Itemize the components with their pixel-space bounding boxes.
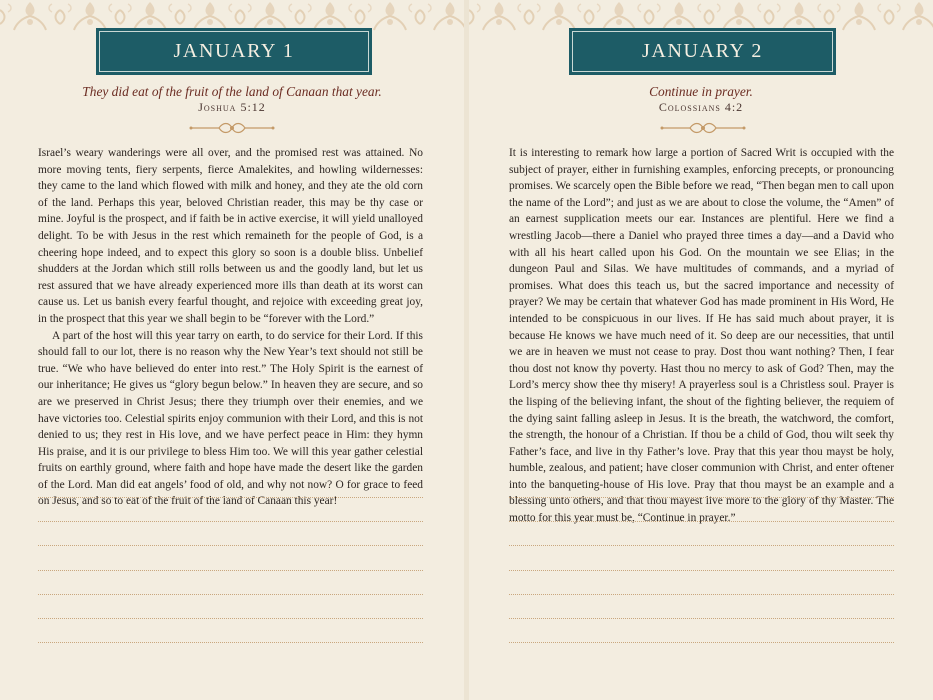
note-line xyxy=(38,497,423,498)
paragraph: Israel’s weary wanderings were all over, and the promised rest was attained. No more moving tents, fiery serpents, fierce Amalekites, and howling wildernesses: they came to the land which flowed with milk and honey, and they ate the old corn of the land. Perhaps this year, beloved Christian reader, this may be thy case or mine. Joyful is the prospect, and if faith be in active exercise, it will yield unalloyed delight. To be with Jesus in the rest which remaineth for the people of God, is a cheering hope indeed, and to expect this glory so soon is a double bliss. Unbelief shudders at the Jordan which still rolls between us and the goodly land, but let us rest assured that we have already experienced more ills than death at its worst can cause us. Let us banish every fearful thought, and rejoice with exceeding great joy, in the prospect that this year we shall begin to be “forever with the Lord.” xyxy=(38,147,423,325)
flourish-ornament-icon xyxy=(658,119,748,137)
note-line xyxy=(509,545,894,546)
note-line xyxy=(509,521,894,522)
devotional-text xyxy=(38,145,423,510)
note-line xyxy=(38,642,423,643)
scripture-reference: Joshua 5:12 xyxy=(198,100,266,114)
note-line xyxy=(38,545,423,546)
paragraph: A part of the host will this year tarry on earth, to do service for their Lord. If this should fall to our lot, there is no reason why the New Year’s text should not still be true. “We who have believed do enter into rest.” The Holy Spirit is the earnest of our inheritance; He gives us “glory begun below.” In heaven they are secure, and so are we preserved in Christ Jesus; there they triumph over their enemies, and we have victories too. Celestial spirits enjoy communion with their Lord, and this is not denied to us; they rest in His love, and we have perfect peace in Him: they hymn His praise, and it is our privilege to bless Him too. We will this year gather celestial fruits on earthly ground, where faith and hope have made the desert like the garden of the Lord. Man did eat angels’ food of old, and why not now? O for grace to feed on Jesus, and so to eat of the fruit of the land of Canaan this year! xyxy=(38,329,423,508)
date-banner-left xyxy=(96,28,372,75)
paragraph: It is interesting to remark how large a portion of Sacred Writ is occupied with the subject of prayer, either in furnishing examples, enforcing precepts, or pronouncing promises. We scarcely open the Bible before we read, “Then began men to call upon the name of the Lord”; and just as we are about to close the volume, the “Amen” of an earnest supplication meets our ear. Instances are plentiful. Here we find a wrestling Jacob—there a Daniel who prayed three times a day—and a David who with all his heart called upon his God. On the mountain we see Elias; in the dungeon Paul and Silas. We have multitudes of commands, and a myriad of promises. What does this teach us, but the sacred importance and necessity of prayer? We may be certain that whatever God has made prominent in His Word, He intended to be conspicuous in our lives. If He has said much about prayer, it is because He knows we have much need of it. So deep are our necessities, that until we are in heaven we must not cease to pray. Dost thou want nothing? Then, I fear thou dost not know thy poverty. Hast thou no mercy to ask of God? Then, may the Lord’s mercy show thee thy misery! A prayerless soul is a Christless soul. Prayer is the lisping of the believing infant, the shout of the fighting believer, the requiem of the dying saint falling asleep in Jesus. It is the breath, the watchword, the comfort, the strength, the honour of a Christian. If thou be a child of God, thou wilt seek thy Father’s face, and live in thy Father’s love. Pray that this year thou mayst be holy, humble, zealous, and patient; have closer communion with Christ, and enter oftener into the banqueting-house of His love. Pray that thou mayst be an example and a blessing unto others, and that thou mayest live more to the glory of thy Master. The motto for this year must be, “Continue in prayer.” xyxy=(509,147,894,525)
note-line xyxy=(509,497,894,498)
date-title: JANUARY 1 xyxy=(173,40,295,62)
note-line xyxy=(38,618,423,619)
note-line xyxy=(509,594,894,595)
note-line xyxy=(509,618,894,619)
scripture-reference: Colossians 4:2 xyxy=(658,100,744,114)
left-page xyxy=(0,0,464,700)
note-lines xyxy=(38,497,423,666)
right-page xyxy=(469,0,933,700)
note-lines xyxy=(509,497,894,666)
note-line xyxy=(38,570,423,571)
note-line xyxy=(509,642,894,643)
scripture-verse: Continue in prayer. xyxy=(649,84,753,99)
note-line xyxy=(38,594,423,595)
note-line xyxy=(38,521,423,522)
date-banner-right xyxy=(569,28,836,75)
note-line xyxy=(509,570,894,571)
date-title: JANUARY 2 xyxy=(642,40,763,62)
flourish-ornament-icon xyxy=(187,119,277,137)
scripture-verse: They did eat of the fruit of the land of Canaan that year. xyxy=(82,84,382,99)
devotional-text xyxy=(509,145,894,527)
